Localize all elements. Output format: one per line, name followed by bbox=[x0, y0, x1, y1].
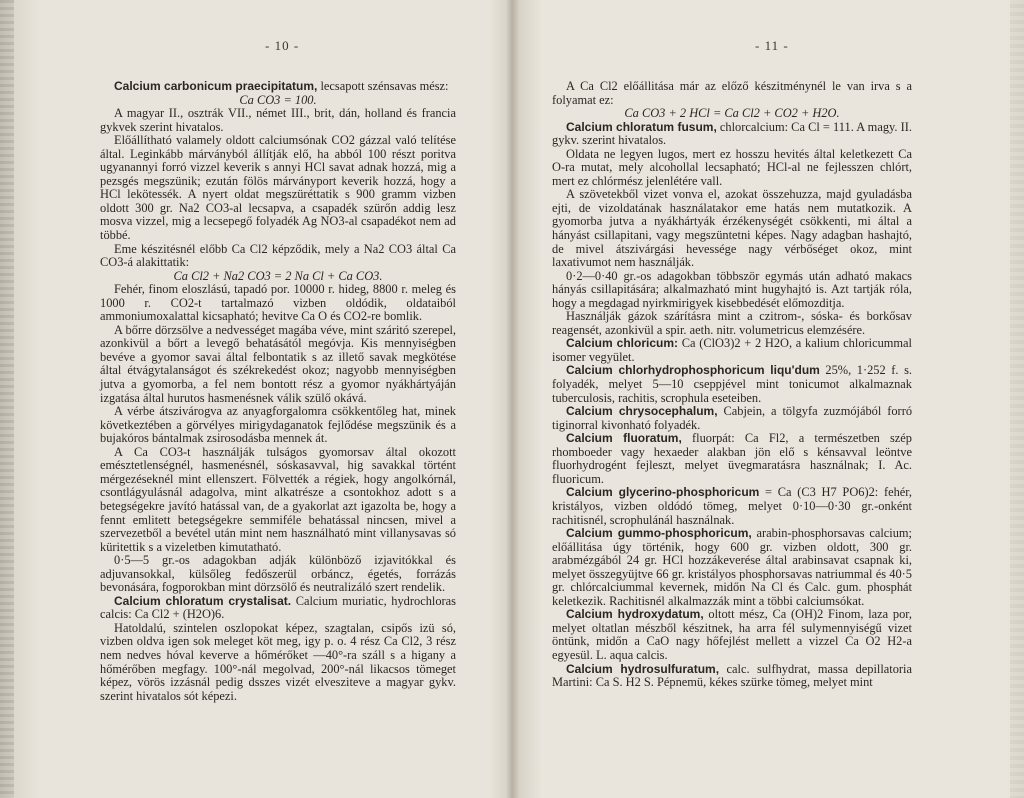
paragraph-text: 25%, 1·252 f. s. folyadék, melyet 5—10 cseppjével mint tonicumot alkalmaznak tuberculosis, rachitis, scrophula eseteiben. bbox=[552, 363, 912, 405]
paragraph bbox=[100, 622, 456, 703]
right-page bbox=[512, 0, 1024, 798]
page-number: - 10 - bbox=[265, 38, 300, 53]
paragraph bbox=[552, 527, 912, 608]
entry-headword: Calcium chrysocephalum, bbox=[566, 404, 718, 419]
formula-line: Ca CO3 = 100. bbox=[239, 92, 317, 107]
paragraph bbox=[100, 134, 456, 242]
entry-headword: Calcium chlorhydrophosphoricum liqu'dum bbox=[566, 363, 820, 378]
page-edge bbox=[1010, 0, 1024, 798]
paragraph-text: oltott mész, Ca (OH)2 Finom, laza por, melyet oltatlan mészből készitnek, ha arra fél sulymennyiségű vizet öntünk, midőn a CaO nagy hőfejlést mellett a vizzel Ca O2 H2-a egyesül. L. aqua calcis. bbox=[552, 607, 913, 662]
paragraph-text: = Ca (C3 H7 PO6)2: fehér, kristályos, vizben oldódó tömeg, melyet 0·10—0·30 gr.-onként rachitisnél, scrophulánál használnak. bbox=[552, 485, 912, 527]
paragraph bbox=[552, 432, 912, 486]
paragraph-text: Oldata ne legyen lugos, mert ez hosszu hevités által keletkezett Ca O-ra mutat, mely alcohollal lecsapható; HCl-al ne fejlesszen chlórt, mert ez chlórmész jelenlétére vall. bbox=[552, 146, 912, 188]
entry-headword: Calcium chloratum fusum, bbox=[566, 119, 717, 134]
paragraph bbox=[552, 608, 912, 662]
paragraph-text: A magyar II., osztrák VII., német III., brit, dán, holland és francia gykvek szerint hivatalos. bbox=[100, 106, 456, 134]
paragraph bbox=[552, 486, 912, 527]
paragraph-text: A vérbe átszivárogva az anyagforgalomra csökkentőleg hat, minek következtében a görvélyes mirigydaganatok fejlődése megszünik és a bujakóros bántalmak zsirosodásba mennek át. bbox=[100, 404, 456, 446]
paragraph-text: A bőrre dörzsölve a nedvességet magába véve, mint száritó szerepel, azonkivül a bőrt a levegő behatásától megóvja. Kis mennyiségben bevéve a gyomor savai által felbontatik s az illető savak megkötése által étvágytalanságot és székrekedést okoz; nagyobb mennyiségben jutva a gyomorba, a fel nem bontott rész a gyomor nyákhártyáján izgatása által hurutos hasmenésnek válik szülő okává. bbox=[100, 322, 456, 405]
entry-headword: Calcium hydroxydatum, bbox=[566, 607, 704, 622]
paragraph bbox=[552, 80, 912, 107]
paragraph-text: chlorcalcium: Ca Cl = 111. A magy. II. gykv. szerint hivatalos. bbox=[552, 119, 912, 148]
paragraph-text: arabin-phosphorsavas calcium; előállitása úgy történik, hogy 600 gr. vizben oldott, 300 gr. arabmézgából 24 gr. HCl hozzákeverése által arabinsavat csapnak ki, melyet összegyüjtve 66 gr. kristályos phosphorsavas natriummal és 40·5 gr. chlórcalciummal kevernek, midőn Na Cl és Calc. gum. phosphát keletkezik. Rachitisnél alkalmazzák mint a többi calciumsókat. bbox=[552, 526, 912, 608]
paragraph-text: Cabjein, a tölgyfa zuzmójából forró tiginorral kivonható folyadék. bbox=[552, 404, 913, 432]
page-number: - 11 - bbox=[755, 38, 789, 53]
paragraph bbox=[552, 270, 912, 311]
paragraph-text: calc. sulfhydrat, massa depillatoria Martini: Ca S. H2 S. Pépnemü, kékes szürke tömeg, melyet mint bbox=[552, 661, 912, 690]
paragraph-text: Előállítható valamely oldott calciumsónak CO2 gázzal való telítése által. Leginkább márványból állítják elő, ha abból 100 részt poritva ugyanannyi forró vizzel keverik s annyi HCl savat adnak hozzá, mig a pezsgés megszünik; ezután fölös márványport keverik hozzá, hogy a HCl lekötessék. A nyert oldat megszüréttatik s 900 gramm vizben oldott 300 gr. Na2 CO3-al lecsapva, a csapadék szürőn addig lesz mosva vizzel, mig a lecsepegő folyadék Ag NO3-al csapadékot nem ad többé. bbox=[100, 133, 456, 243]
paragraph-text: 0·5—5 gr.-os adagokban adják különböző izjavitókkal és adjuvansokkal, külsőleg fedőszerül orbáncz, égetés, forrázás bevonására, fogporokban mint dörzsölő és neutralizáló szert rendelik. bbox=[100, 553, 456, 595]
entry-headword: Calcium chloricum: bbox=[566, 336, 678, 351]
paragraph bbox=[100, 283, 456, 324]
paragraph-text: Eme készitésnél előbb Ca Cl2 képződik, mely a Na2 CO3 által Ca CO3-á alakittatik: bbox=[100, 241, 456, 270]
formula-line: Ca CO3 + 2 HCl = Ca Cl2 + CO2 + H2O. bbox=[624, 106, 840, 121]
paragraph-text: Fehér, finom eloszlású, tapadó por. 10000 r. hideg, 8800 r. meleg és 1000 r. CO2-t tartalmazó vizben oldódik, oldataiból ammoniumoxalattal kicsapható; hevitve Ca O és CO2-re bomlik. bbox=[100, 282, 456, 324]
paragraph bbox=[100, 324, 456, 405]
paragraph bbox=[552, 337, 912, 364]
paragraph-text: A szövetekből vizet vonva el, azokat összehuzza, majd gyuladásba ejti, de vizoldatának használatakor eme hatás nem mutatkozik. A gyomorba jutva a nyákhártyák érzékenységét csökkenti, mi által a hányást csillapitani, vagy megszüntetni képes. Nagy adagban hashajtó, de mivel átszivárgási hevessége nagy vérbőséget okoz, mint laxativumot nem használják. bbox=[552, 187, 912, 270]
paragraph-text: Hatoldalú, szintelen oszlopokat képez, szagtalan, csipős izü só, vizben oldva igen sok meleget köt meg, igy p. o. 4 rész Ca Cl2, 3 rész nem nedves hóval keverve a hőmérőket —40°-ra száll s a higany a hőmérőben megfagy. 100°-nál megolvad, 200°-nál likacsos tömeget képez, vörös izzásnál pedig dsszes vizét elvesziteve a magyar gykv. szerint hivatalos sót képezi. bbox=[100, 620, 456, 703]
paragraph-text: Ca (ClO3)2 + 2 H2O, a kalium chloricummal isomer vegyület. bbox=[552, 336, 912, 364]
paragraph bbox=[552, 148, 912, 189]
entry-headword: Calcium hydrosulfuratum, bbox=[566, 661, 720, 676]
entry-headword: Calcium glycerino-phosphoricum bbox=[566, 485, 760, 500]
paragraph-text: Használják gázok szárításra mint a czitrom-, sóska- és borkősav reagensét, azonkivül a spir. aeth. nitr. volumetricus elemzésére. bbox=[552, 309, 912, 337]
page-edge bbox=[0, 0, 14, 798]
entry-headword: Calcium fluoratum, bbox=[566, 431, 682, 446]
paragraph bbox=[100, 80, 456, 94]
entry-headword: Calcium gummo-phosphoricum, bbox=[566, 526, 752, 541]
paragraph bbox=[552, 364, 912, 405]
paragraph bbox=[100, 595, 456, 622]
paragraph bbox=[100, 405, 456, 446]
left-page-text bbox=[100, 80, 456, 703]
paragraph bbox=[100, 446, 456, 554]
paragraph bbox=[552, 310, 912, 337]
paragraph bbox=[552, 663, 912, 690]
paragraph bbox=[552, 121, 912, 148]
paragraph-text: A Ca Cl2 előállitása már az előző készitménynél le van irva s a folyamat ez: bbox=[552, 79, 912, 107]
paragraph bbox=[100, 107, 456, 134]
paragraph bbox=[552, 405, 912, 432]
paragraph-text: fluorpát: Ca Fl2, a természetben szép rhomboeder vagy hexaeder alakban jön elő s kénsavval leöntve fluorhydrogént fejleszt, melyet üvegmaratásra használnak; I. Ac. fluoricum. bbox=[552, 431, 912, 486]
paragraph-text: 0·2—0·40 gr.-os adagokban többször egymás után adható makacs hányás csillapitására; alkalmazható mint hugyhajtó is. Azt tartják róla, hogy a megdagad nyirkmirigyek kisebbedését előmozditja. bbox=[552, 268, 912, 310]
formula-line: Ca Cl2 + Na2 CO3 = 2 Na Cl + Ca CO3. bbox=[173, 268, 383, 283]
paragraph-text: Calcium muriatic, hydrochloras calcis: Ca Cl2 + (H2O)6. bbox=[100, 593, 456, 622]
paragraph bbox=[100, 554, 456, 595]
entry-headword: Calcium chloratum crystalisat. bbox=[114, 593, 292, 608]
paragraph-text: lecsapott szénsavas mész: bbox=[317, 79, 449, 93]
paragraph-text: A Ca CO3-t használják tulságos gyomorsav által okozott emésztetlenségnél, hasmenésnél, sóskasavval, hig savakkal történt mérgezéseknél mint ellenszert. Fölvették a régiek, hogy angolkórnál, csontlágyulásnál adagolva, mint alkatrésze a csontokhoz adott s a betegségekre javító hatással van, de a gyakorlat azt igazolta be, hogy a fennt emlitett betegségekre semmiféle behatással nincsen, mivel a szervezetből a bevétel után mint nem használható mint villanysavas só küritettik s a vizeletben kimutatható. bbox=[100, 444, 456, 554]
entry-headword: Calcium carbonicum praecipitatum, bbox=[114, 79, 318, 93]
paragraph bbox=[552, 188, 912, 269]
paragraph bbox=[100, 243, 456, 270]
right-page-text bbox=[552, 80, 912, 690]
